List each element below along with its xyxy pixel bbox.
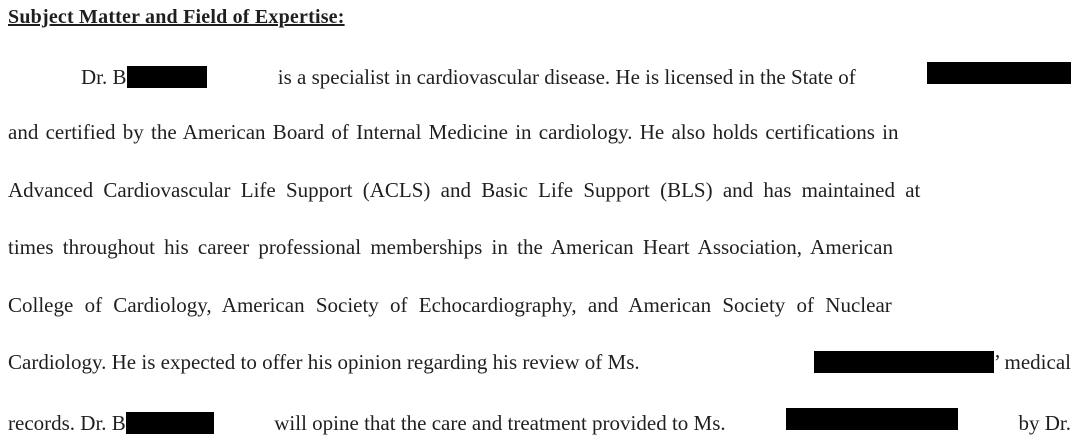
line-6-text-b: ’ medical bbox=[993, 350, 1071, 374]
paragraph-line-1 bbox=[81, 62, 1071, 89]
paragraph-line-4 bbox=[8, 235, 1071, 259]
paragraph-line-7 bbox=[8, 408, 1071, 435]
line-2-text: and certified by the American Board of Internal Medicine in cardiology. He also holds certifications in bbox=[8, 120, 899, 144]
redaction-block bbox=[814, 351, 994, 373]
paragraph-line-3 bbox=[8, 178, 1071, 202]
line-1-text-b: is a specialist in cardiovascular disease. He is licensed in the State of bbox=[277, 65, 856, 89]
paragraph-line-6 bbox=[8, 350, 1071, 374]
line-4-text: times throughout his career professional memberships in the American Heart Association, American bbox=[8, 235, 893, 259]
line-7-text-b: will opine that the care and treatment provided to Ms. bbox=[274, 411, 726, 435]
redaction-block bbox=[786, 408, 958, 430]
section-heading: Subject Matter and Field of Expertise: bbox=[8, 6, 345, 28]
line-5-text: College of Cardiology, American Society of Echocardiography, and American Society of Nuclear bbox=[8, 293, 892, 317]
paragraph-line-5 bbox=[8, 293, 1071, 317]
line-7-text-c: by Dr. bbox=[1018, 411, 1071, 435]
paragraph-line-2 bbox=[8, 120, 1071, 144]
redaction-block bbox=[127, 66, 207, 88]
line-7-text-a: records. Dr. B bbox=[8, 411, 126, 435]
line-3-text: Advanced Cardiovascular Life Support (ACLS) and Basic Life Support (BLS) and has maintained at bbox=[8, 178, 921, 202]
line-1-text-a: Dr. B bbox=[81, 65, 127, 89]
redaction-block bbox=[126, 412, 214, 434]
line-6-text-a: Cardiology. He is expected to offer his opinion regarding his review of Ms. bbox=[8, 350, 640, 374]
redaction-block bbox=[927, 62, 1071, 84]
